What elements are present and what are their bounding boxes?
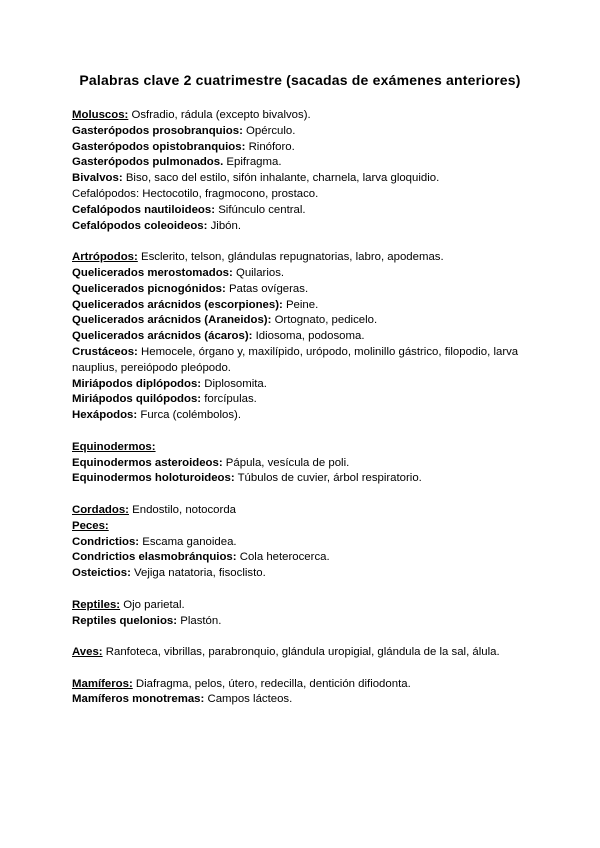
term-label: Equinodermos: — [72, 440, 156, 453]
text-line — [72, 298, 552, 314]
text-line — [72, 313, 552, 329]
term-definition: Biso, saco del estilo, sifón inhalante, charnela, larva gloquidio. — [122, 172, 440, 185]
term-label: Osteictios: — [72, 567, 131, 580]
text-line — [72, 614, 552, 630]
term-definition: Diafragma, pelos, útero, redecilla, dentición difiodonta. — [132, 677, 411, 690]
term-definition: Furca (colémbolos). — [137, 409, 242, 422]
term-definition: Cola heterocerca. — [236, 551, 330, 564]
text-line — [72, 377, 552, 393]
term-label: Quelicerados arácnidos (ácaros): — [72, 330, 253, 343]
term-definition: Ranfoteca, vibrillas, parabronquio, glándula uropigial, glándula de la sal, álula. — [102, 646, 500, 659]
term-label: Quelicerados picnogónidos: — [72, 282, 226, 295]
text-line — [72, 408, 552, 424]
text-line — [72, 140, 552, 156]
text-line — [72, 392, 552, 408]
text-line — [72, 535, 552, 551]
term-label: Condrictios: — [72, 535, 140, 548]
text-line — [72, 187, 552, 203]
term-label: Artrópodos: — [72, 251, 138, 264]
term-definition: Osfradio, rádula (excepto bivalvos). — [128, 109, 311, 121]
term-label: Condrictios elasmobránquios: — [72, 551, 237, 564]
text-line — [72, 566, 552, 582]
text-line — [72, 203, 552, 219]
text-line — [72, 266, 552, 282]
term-definition: Quilarios. — [232, 266, 285, 279]
text-line — [72, 219, 552, 235]
text-line — [72, 345, 552, 377]
term-label: Crustáceos: — [72, 345, 138, 358]
document-title: Palabras clave 2 cuatrimestre (sacadas de exámenes anteriores) — [79, 72, 521, 88]
term-label: Reptiles: — [72, 598, 121, 611]
term-definition: Ojo parietal. — [120, 598, 185, 611]
text-line — [72, 550, 552, 566]
text-line — [72, 519, 552, 535]
text-line — [72, 124, 552, 140]
text-line — [72, 108, 552, 124]
text-line — [72, 171, 552, 187]
term-label: Moluscos: — [72, 109, 129, 121]
term-definition: Túbulos de cuvier, árbol respiratorio. — [234, 472, 422, 485]
term-definition: Sifúnculo central. — [215, 203, 306, 216]
section — [72, 250, 552, 424]
term-definition: Esclerito, telson, glándulas repugnatorias, labro, apodemas. — [137, 251, 444, 264]
term-label: Quelicerados arácnidos (Araneidos): — [72, 314, 272, 327]
term-definition: Rinóforo. — [245, 140, 295, 153]
term-definition: Idiosoma, podosoma. — [252, 330, 365, 343]
term-label: Reptiles quelonios: — [72, 614, 178, 627]
section — [72, 503, 552, 582]
term-label: Aves: — [72, 646, 103, 659]
text-line — [72, 329, 552, 345]
term-label: Hexápodos: — [72, 409, 138, 422]
text-line — [72, 692, 552, 708]
term-definition: Diplosomita. — [201, 377, 267, 390]
text-line — [72, 456, 552, 472]
term-label: Peces: — [72, 519, 109, 532]
term-label: Mamíferos: — [72, 677, 133, 690]
term-definition: Vejiga natatoria, fisoclisto. — [130, 567, 266, 580]
term-label: Gasterópodos prosobranquios: — [72, 124, 243, 137]
document-body — [72, 108, 552, 724]
term-label: Bivalvos: — [72, 172, 123, 185]
text-line — [72, 471, 552, 487]
text-line — [72, 598, 552, 614]
term-definition: forcípulas. — [201, 393, 257, 406]
section — [72, 645, 552, 661]
term-label: Mamíferos monotremas: — [72, 693, 205, 706]
term-definition: Hemocele, órgano y, maxilípido, urópodo, molinillo gástrico, filopodio, larva nauplius, pereiópodo pleópodo. — [72, 345, 519, 374]
section — [72, 677, 552, 709]
term-definition: Pápula, vesícula de poli. — [222, 456, 350, 469]
term-label: Miriápodos diplópodos: — [72, 377, 202, 390]
term-label: Equinodermos holoturoideos: — [72, 472, 235, 485]
section — [72, 440, 552, 487]
term-label: Quelicerados arácnidos (escorpiones): — [72, 298, 283, 311]
section — [72, 108, 552, 234]
term-definition: Cefalópodos: Hectocotilo, fragmocono, prostaco. — [72, 187, 319, 200]
term-definition: Campos lácteos. — [204, 693, 293, 706]
section — [72, 598, 552, 630]
text-line — [72, 250, 552, 266]
term-label: Gasterópodos opistobranquios: — [72, 140, 246, 153]
term-label: Cefalópodos nautiloideos: — [72, 203, 216, 216]
text-line — [72, 155, 552, 171]
term-definition: Peine. — [282, 298, 319, 311]
term-label: Cefalópodos coleoideos: — [72, 219, 208, 232]
term-definition: Jibón. — [207, 219, 241, 232]
term-label: Miriápodos quilópodos: — [72, 393, 202, 406]
term-definition: Plastón. — [177, 614, 222, 627]
term-label: Equinodermos asteroideos: — [72, 456, 223, 469]
term-definition: Endostilo, notocorda — [128, 503, 236, 516]
term-definition: Epifragma. — [223, 156, 282, 169]
text-line — [72, 503, 552, 519]
text-line — [72, 282, 552, 298]
term-definition: Ortognato, pedicelo. — [271, 314, 378, 327]
term-label: Gasterópodos pulmonados. — [72, 156, 224, 169]
text-line — [72, 440, 552, 456]
term-definition: Escama ganoidea. — [139, 535, 237, 548]
term-label: Quelicerados merostomados: — [72, 266, 233, 279]
term-definition: Patas ovígeras. — [225, 282, 309, 295]
term-label: Cordados: — [72, 503, 129, 516]
text-line — [72, 677, 552, 693]
term-definition: Opérculo. — [242, 124, 296, 137]
text-line — [72, 645, 552, 661]
